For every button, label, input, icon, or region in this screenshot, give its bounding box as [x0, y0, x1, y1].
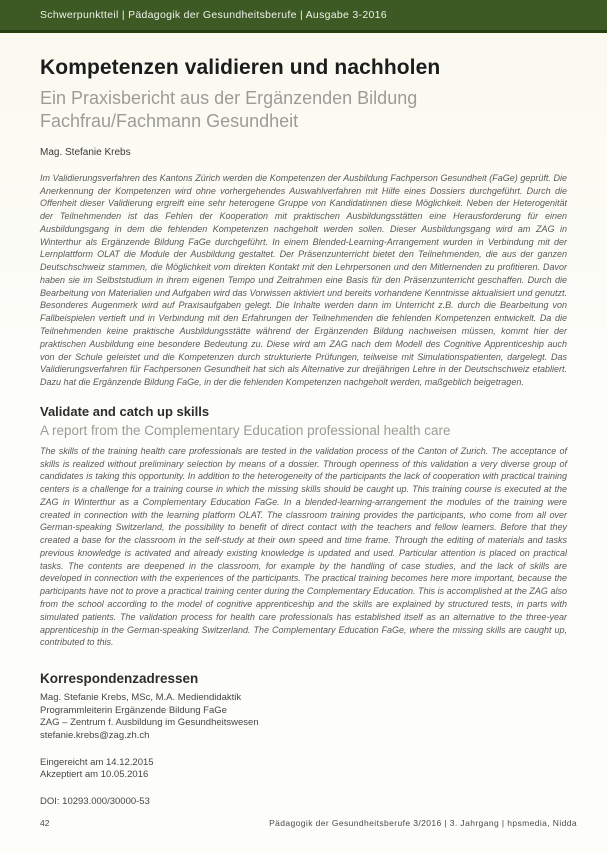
correspondence-role: Programmleiterin Ergänzende Bildung FaGe	[40, 704, 227, 716]
page-number: 42	[40, 818, 50, 828]
author-name: Mag. Stefanie Krebs	[40, 146, 131, 158]
issue-header-bar	[0, 0, 607, 33]
correspondence-heading: Korrespondenzadressen	[40, 671, 199, 687]
correspondence-block	[40, 692, 567, 743]
submission-dates	[40, 757, 567, 782]
correspondence-author: Mag. Stefanie Krebs, MSc, M.A. Mediendidaktik	[40, 692, 242, 704]
english-title: Validate and catch up skills	[40, 403, 210, 419]
article-subtitle: Ein Praxisbericht aus der Ergänzenden Bildung Fachfrau/Fachmann Gesundheit	[40, 88, 418, 132]
accepted-date: Akzeptiert am 10.05.2016	[40, 769, 149, 781]
submitted-date: Eingereicht am 14.12.2015	[40, 756, 154, 768]
doi-text: DOI: 10293.000/30000-53	[40, 795, 150, 807]
abstract-english: The skills of the training health care professionals are tested in the validation process of the Canton of Zurich. The acceptance of skills is realized without preliminary selection by means of a dossier. Through openness of this validation a very diverse group of candidates is taking this opportunity. In addition to the heterogeneity of the participants the lack of cooperation with practical training centers is a challenge for a training course in which the missing skills should be caught up. This training course is executed at the ZAG in Winterthur as a Complementary Education FaGe. In a blended-learning-arrangement the modules of the training were created in connection with the learning platform OLAT. The classroom training provides the participants, who come from all over German-speaking Switzerland, the possibility to benefit of direct contact with the teachers and fellow learners. Before that they created a base for the classroom in the self-study at their own speed and time frame. Through the editing of materials and tasks previous knowledge is activated and already existing knowledge is updated and used. Particular attention is placed on practical tasks. The contents are deepened in the classroom, for example by the handling of case studies, and the lack of skills are developed in connection with the experiences of the participants. The practical training becomes here more important, because the participants have not to prove a practical training center during the Complementary Education. This is accomplished at the ZAG also from the school according to the model of cognitive apprenticeship and the skills are explained by structured tests, in parts with simulated patients. The validation process for health care professionals has established itself as an alternative to the three-year apprenticeship in the German-speaking Switzerland. The Complementary Education FaGe, where the missing skills are caught up, contributed to this.	[40, 445, 567, 648]
correspondence-email: stefanie.krebs@zag.zh.ch	[40, 729, 150, 741]
article-title: Kompetenzen validieren und nachholen	[40, 56, 441, 79]
abstract-german: Im Validierungsverfahren des Kantons Zürich werden die Kompetenzen der Ausbildung Fachperson Gesundheit (FaGe) geprüft. Die Anerkennung der Kompetenzen wird ohne vorhergehendes Auswahlverfahren mit Hilfe eines Dossiers durchgeführt. Durch die Offenheit dieser Validierung ergreift eine sehr heterogene Gruppe von Kandidatinnen diese Möglichkeit. Neben der Heterogenität der Teilnehmenden ist das Fehlen der Kooperation mit praktischen Ausbildungsstätten eine Herausforderung für einen Ausbildungsgang in dem die fehlenden Kompetenzen nachgeholt werden sollen. Dieser Ausbildungsgang wird am ZAG in Winterthur als Ergänzende Bildung FaGe durchgeführt. In einem Blended-Learning-Arrangement wurden in Verbindung mit der Lernplattform OLAT die Module der Ausbildung gestaltet. Der Präsenzunterricht bietet den Teilnehmenden, die aus der ganzen Deutschschweiz stammen, die Möglichkeit vom direkten Kontakt mit den Lehrpersonen und den Mitlernenden zu profitieren. Davor haben sie im Selbststudium in ihrem eigenen Tempo und Zeitrahmen eine Basis für den Präsenzunterricht geschaffen. Durch die Bearbeitung von Materialien und Aufgaben wird das Vorwissen aktiviert und bereits vorhandene Kenntnisse aktualisiert und genutzt. Besonderes Augenmerk wird auf Praxisaufgaben gelegt. Die Inhalte werden dann im Unterricht z.B. durch die Bearbeitung von Fallbeispielen vertieft und in Verbindung mit den Erfahrungen der Teilnehmenden die fehlenden Kompetenzen entwickelt. Da die Teilnehmenden keine praktische Ausbildungsstätte während der Ergänzenden Bildung nachweisen müssen, kommt hier der praktischen Ausbildung eine besondere Bedeutung zu. Diese wird am ZAG nach dem Modell des Cognitive Apprenticeship auch von der Schule geleistet und die Kompetenzen durch strukturierte Prüfungen, teilweise mit Simulationspatienten, dargelegt. Das Validierungsverfahren für Fachpersonen Gesundheit hat sich als Alternative zur dreijährigen Lehre in der Deutschschweiz etabliert. Dazu hat die Ergänzende Bildung FaGe, in der die fehlenden Kompetenzen nachgeholt werden, maßgeblich beigetragen.	[40, 172, 567, 388]
doi-block	[40, 796, 567, 809]
issue-header-text: Schwerpunktteil | Pädagogik der Gesundheitsberufe | Ausgabe 3-2016	[40, 9, 387, 21]
footer-journal-info: Pädagogik der Gesundheitsberufe 3/2016 | 3. Jahrgang | hpsmedia, Nidda	[269, 818, 577, 828]
article-body	[0, 56, 607, 808]
correspondence-institution: ZAG – Zentrum f. Ausbildung im Gesundheitswesen	[40, 717, 259, 729]
page-footer	[40, 818, 577, 828]
english-subtitle: A report from the Complementary Education professional health care	[40, 422, 451, 438]
